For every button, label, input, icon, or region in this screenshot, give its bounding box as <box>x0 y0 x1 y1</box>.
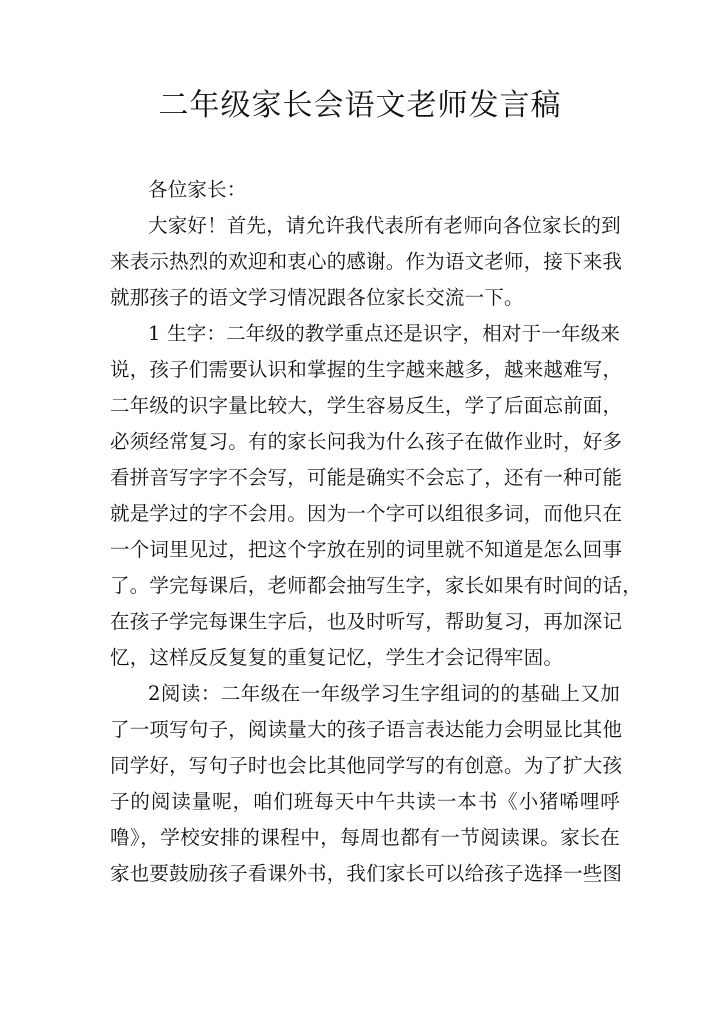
text-line: 大家好！首先，请允许我代表所有老师向各位家长的到 <box>148 214 621 237</box>
text-line: 了。学完每课后，老师都会抽写生字，家长如果有时间的话， <box>110 574 642 597</box>
text-line: 2阅读：二年级在一年级学习生字组词的的基础上又加 <box>148 682 620 705</box>
text-line: 子的阅读量呢，咱们班每天中午共读一本书《小猪唏哩呼 <box>110 790 620 813</box>
text-line: 在孩子学完每课生字后，也及时听写，帮助复习，再加深记 <box>110 610 623 633</box>
text-line: 家也要鼓励孩子看课外书，我们家长可以给孩子选择一些图 <box>110 862 623 885</box>
text-line: 同学好，写句子时也会比其他同学写的有创意。为了扩大孩 <box>110 754 623 777</box>
text-line: 各位家长： <box>148 178 247 201</box>
document-title: 二年级家长会语文老师发言稿 <box>158 88 562 123</box>
text-line: 必须经常复习。有的家长问我为什么孩子在做作业时，好多 <box>110 430 623 453</box>
text-line: 忆，这样反反复复的重复记忆，学生才会记得牢固。 <box>110 646 564 669</box>
text-line: 噜》，学校安排的课程中，每周也都有一节阅读课。家长在 <box>110 826 620 849</box>
text-line: 一个词里见过，把这个字放在别的词里就不知道是怎么回事 <box>110 538 623 561</box>
text-line: 1 生字：二年级的教学重点还是识字，相对于一年级来 <box>148 322 621 345</box>
document-body <box>110 172 642 892</box>
text-line: 就那孩子的语文学习情况跟各位家长交流一下。 <box>110 286 524 309</box>
text-line: 看拼音写字字不会写，可能是确实不会忘了，还有一种可能 <box>110 466 623 489</box>
text-line: 说，孩子们需要认识和掌握的生字越来越多，越来越难写， <box>110 358 623 381</box>
text-line: 二年级的识字量比较大，学生容易反生，学了后面忘前面， <box>110 394 623 417</box>
text-line: 了一项写句子，阅读量大的孩子语言表达能力会明显比其他 <box>110 718 623 741</box>
text-line: 来表示热烈的欢迎和衷心的感谢。作为语文老师，接下来我 <box>110 250 623 273</box>
text-line: 就是学过的字不会用。因为一个字可以组很多词，而他只在 <box>110 502 623 525</box>
